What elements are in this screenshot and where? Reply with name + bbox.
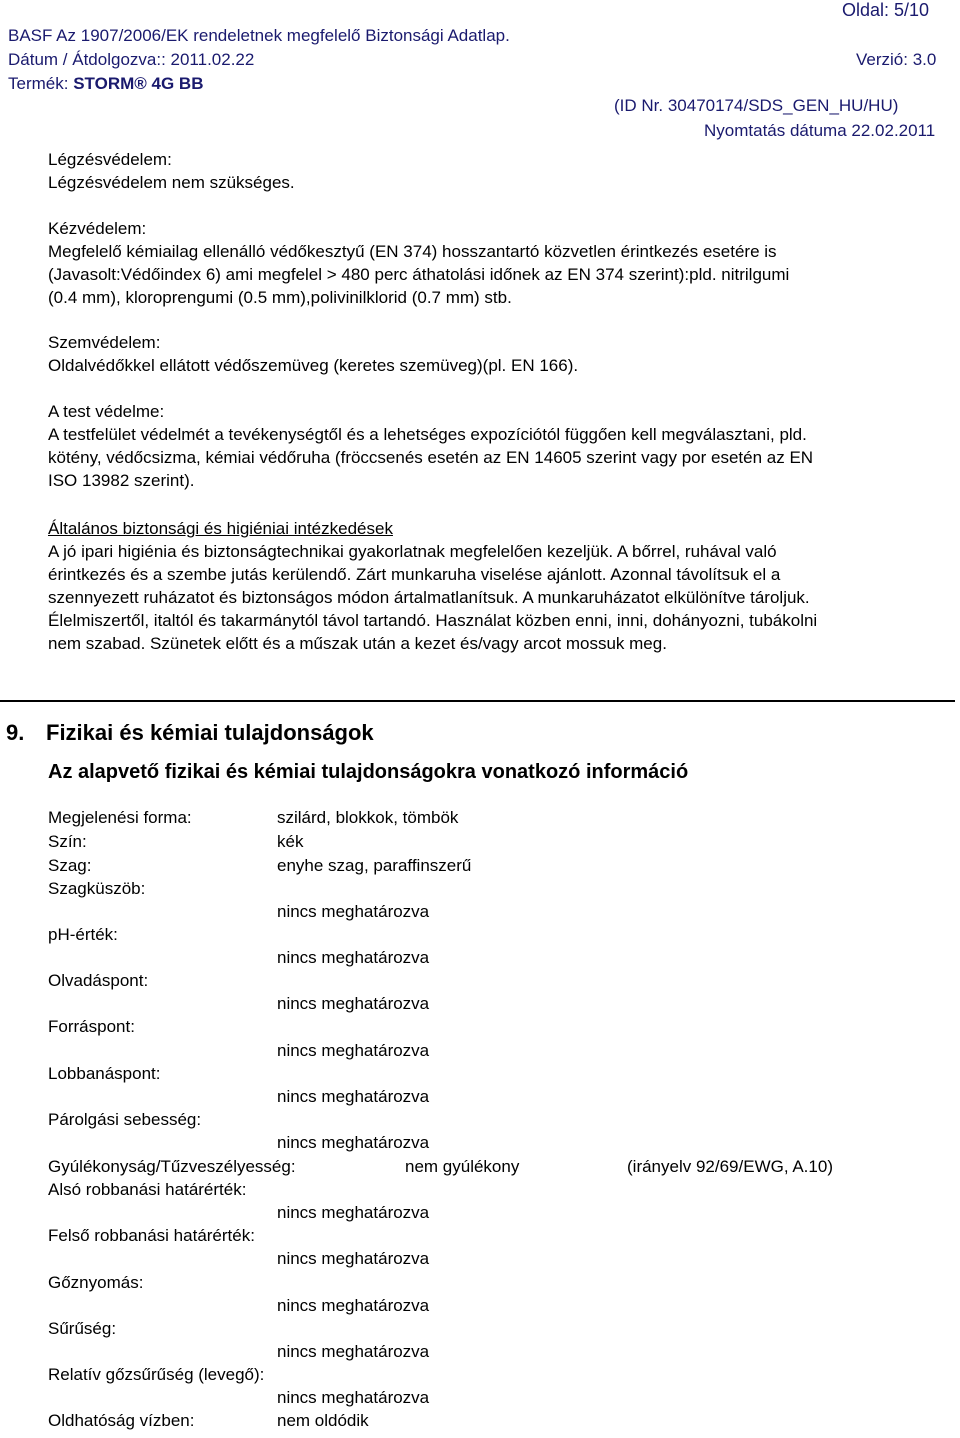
hygiene-line: A jó ipari higiénia és biztonságtechnikai gyakorlatnak megfelelően kezeljük. A bőrrel, ruhával való bbox=[48, 542, 777, 561]
version-label: Verzió: 3.0 bbox=[856, 50, 937, 69]
section-subtitle: Az alapvető fizikai és kémiai tulajdonságokra vonatkozó információ bbox=[48, 761, 689, 783]
eye-text: Oldalvédőkkel ellátott védőszemüveg (keretes szemüveg)(pl. EN 166). bbox=[48, 356, 579, 375]
hand-protection bbox=[48, 217, 928, 309]
property-value: nem oldódik bbox=[277, 1411, 369, 1430]
product-name: STORM® 4G BB bbox=[73, 74, 204, 93]
property-value: nincs meghatározva bbox=[277, 1342, 430, 1361]
property-label: Forráspont: bbox=[48, 1017, 135, 1036]
hygiene-measures bbox=[48, 517, 928, 655]
property-value: nincs meghatározva bbox=[277, 1087, 430, 1106]
property-value: nem gyúlékony bbox=[405, 1157, 520, 1176]
property-label: Olvadáspont: bbox=[48, 971, 149, 990]
hand-line: Megfelelő kémiailag ellenálló védőkesztyű (EN 374) hosszantartó közvetlen érintkezés esetére is bbox=[48, 242, 777, 261]
property-value: szilárd, blokkok, tömbök bbox=[277, 808, 459, 827]
property-label: Felső robbanási határérték: bbox=[48, 1226, 255, 1245]
body-line: kötény, védőcsizma, kémiai védőruha (fröccsenés esetén az EN 14605 szerint vagy por esetén az EN bbox=[48, 448, 814, 467]
product-prefix: Termék: bbox=[8, 74, 74, 93]
hygiene-heading: Általános biztonsági és higiéniai intézkedések bbox=[48, 519, 393, 538]
property-label: Sűrűség: bbox=[48, 1319, 117, 1338]
section-number: 9. bbox=[6, 720, 25, 745]
property-value: nincs meghatározva bbox=[277, 1388, 430, 1407]
property-note: (irányelv 92/69/EWG, A.10) bbox=[627, 1157, 833, 1176]
body-heading: A test védelme: bbox=[48, 402, 165, 421]
respiratory-text: Légzésvédelem nem szükséges. bbox=[48, 173, 295, 192]
hygiene-line: szennyezett ruházatot és biztonságos módon ártalmatlanítsuk. A munkaruházatot elkülönítve tároljuk. bbox=[48, 588, 810, 607]
property-value: nincs meghatározva bbox=[277, 1041, 430, 1060]
hygiene-line: érintkezés és a szembe jutás kerülendő. Zárt munkaruha viselése ajánlott. Azonnal távolítsuk el a bbox=[48, 565, 781, 584]
property-label: Alsó robbanási határérték: bbox=[48, 1180, 247, 1199]
print-date: Nyomtatás dátuma 22.02.2011 bbox=[704, 121, 936, 140]
respiratory-protection bbox=[48, 148, 928, 194]
property-label: Relatív gőzsűrűség (levegő): bbox=[48, 1365, 265, 1384]
property-label: Megjelenési forma: bbox=[48, 808, 192, 827]
property-value: nincs meghatározva bbox=[277, 1203, 430, 1222]
eye-protection bbox=[48, 331, 928, 377]
hand-line: (Javasolt:Védőindex 6) ami megfelel > 480 perc áthatolási időnek az EN 374 szerint):pld. nitrilgumi bbox=[48, 265, 790, 284]
hand-line: (0.4 mm), kloroprengumi (0.5 mm),polivinilklorid (0.7 mm) stb. bbox=[48, 288, 512, 307]
eye-heading: Szemvédelem: bbox=[48, 333, 161, 352]
hygiene-line: Élelmiszertől, italtól és takarmánytól távol tartandó. Használat közben enni, inni, dohányozni, tubákolni bbox=[48, 611, 818, 630]
body-line: A testfelület védelmét a tevékenységtől és a lehetséges expozíciótól függően kell megválasztani, pld. bbox=[48, 425, 807, 444]
property-value: nincs meghatározva bbox=[277, 994, 430, 1013]
property-label: Gyúlékonyság/Tűzveszélyesség: bbox=[48, 1157, 296, 1176]
property-value: nincs meghatározva bbox=[277, 1296, 430, 1315]
property-label: Szagküszöb: bbox=[48, 879, 146, 898]
property-label: Szín: bbox=[48, 832, 87, 851]
property-label: Szag: bbox=[48, 856, 92, 875]
respiratory-heading: Légzésvédelem: bbox=[48, 150, 172, 169]
property-value: nincs meghatározva bbox=[277, 948, 430, 967]
hygiene-line: nem szabad. Szünetek előtt és a műszak után a kezet és/vagy arcot mossuk meg. bbox=[48, 634, 667, 653]
property-label: Párolgási sebesség: bbox=[48, 1110, 202, 1129]
id-number: (ID Nr. 30470174/SDS_GEN_HU/HU) bbox=[614, 96, 899, 115]
property-value: kék bbox=[277, 832, 304, 851]
property-value: nincs meghatározva bbox=[277, 1249, 430, 1268]
property-label: Lobbanáspont: bbox=[48, 1064, 161, 1083]
revision-date: Dátum / Átdolgozva:: 2011.02.22 bbox=[8, 50, 255, 69]
page-number: Oldal: 5/10 bbox=[842, 0, 930, 20]
property-value: enyhe szag, paraffinszerű bbox=[277, 856, 472, 875]
body-protection bbox=[48, 400, 928, 492]
property-value: nincs meghatározva bbox=[277, 902, 430, 921]
product-line bbox=[8, 74, 203, 94]
property-label: pH-érték: bbox=[48, 925, 118, 944]
section-title: Fizikai és kémiai tulajdonságok bbox=[46, 720, 374, 745]
hand-heading: Kézvédelem: bbox=[48, 219, 147, 238]
property-value: nincs meghatározva bbox=[277, 1133, 430, 1152]
property-label: Oldhatóság vízben: bbox=[48, 1411, 195, 1430]
body-line: ISO 13982 szerint). bbox=[48, 471, 195, 490]
section-divider bbox=[0, 700, 955, 702]
property-label: Gőznyomás: bbox=[48, 1273, 144, 1292]
document-title: BASF Az 1907/2006/EK rendeletnek megfelelő Biztonsági Adatlap. bbox=[8, 26, 510, 45]
